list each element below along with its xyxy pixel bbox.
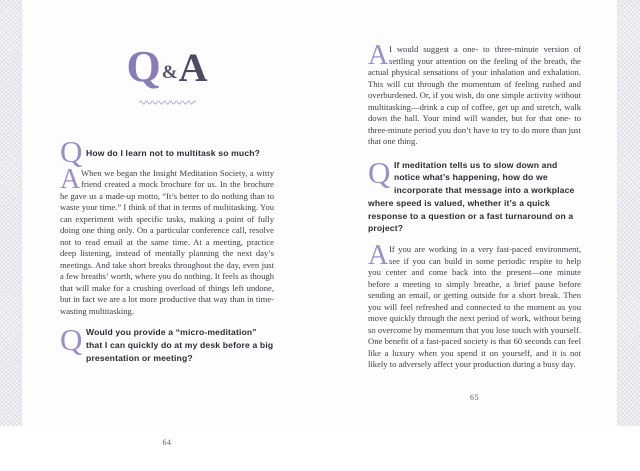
- left-page: [23, 0, 320, 447]
- answer-marker: A: [60, 163, 81, 195]
- answer-block-1: [368, 40, 581, 148]
- question-marker: Q: [60, 322, 83, 358]
- chapter-title-ampersand: &: [161, 62, 179, 83]
- chapter-title: [60, 42, 274, 91]
- chapter-title-a: A: [178, 45, 208, 90]
- answer-text: If you are working in a very fast-paced environment, see if you can build in some periodic respite to help you center and come back into the present—one minute before a meeting to simply breathe, a brief pause before sending an email, or getting outside for a short break. Then you will feel refreshed and connected to the moment as you move quickly through the next period of work, without being so overcome by momentum that you lose touch with yourself. One benefit of a fast-paced society is that 60 seconds can feel like a luxury when you spend it on yourself, and it is not likely to adversely affect your production during a busy day.: [368, 244, 581, 370]
- answer-marker: A: [368, 240, 389, 272]
- right-page-text-column: [368, 0, 581, 426]
- page-block-edge-left: [0, 0, 22, 426]
- question-block-1: [368, 154, 581, 236]
- question-block-2: [60, 322, 274, 364]
- chapter-title-q: Q: [126, 42, 162, 91]
- answer-marker: A: [368, 40, 389, 71]
- answer-block-1: [60, 163, 274, 318]
- wave-ornament-icon: [139, 98, 196, 105]
- question-marker: Q: [368, 154, 391, 190]
- answer-text: I would suggest a one- to three-minute version of settling your attention on the feeling of the breath, the actual physical sensations of your inhalation and exhalation. This will cut through the momentum of feeling rushed and overburdened. Or, if you wish, do one simple activity without multitasking—drink a cup of coffee, get up and stretch, walk down the hall. Your mind will wander, but for that one- to three-minute period you don’t have to try to do more than just that one thing.: [368, 44, 581, 146]
- answer-text: When we began the Insight Meditation Society, a witty friend created a mock brochure for us. In the brochure he gave us a made-up motto, “It’s better to do nothing than to waste your time.” I think of that in terms of multitasking. You can experiment with specific tasks, making a point of fully doing one thing only. On a particular conference call, resolve not to read email at the same time. At a meeting, practice deep listening, instead of mentally planning the next day’s meetings. And take short breaks throughout the day, even just a few breaths’ worth, where you do nothing. It feels as though that will make for a crushing overload of things left undone, but in fact we are a lot more productive that way than in time-wasting multitasking.: [60, 167, 274, 316]
- left-page-text-column: [60, 42, 274, 471]
- page-number-right: 65: [470, 393, 479, 402]
- right-page: [320, 0, 616, 426]
- title-wave-divider: [60, 92, 274, 100]
- question-block-1: [60, 134, 274, 169]
- question-text: How do I learn not to multitask so much?: [86, 148, 261, 158]
- page-number-left: 64: [162, 438, 172, 447]
- question-text: Would you provide a “micro-meditation” that I can quickly do at my desk before a big presentation or meeting?: [86, 327, 274, 363]
- question-marker: Q: [60, 134, 83, 169]
- page-block-edge-right: [617, 0, 640, 426]
- question-text: If meditation tells us to slow down and notice what’s happening, how do we incorporate that message into a workplace where speed is valued, whether it’s a quick response to a question or a fast turnaround on a project?: [368, 159, 575, 234]
- answer-block-2: [368, 240, 581, 371]
